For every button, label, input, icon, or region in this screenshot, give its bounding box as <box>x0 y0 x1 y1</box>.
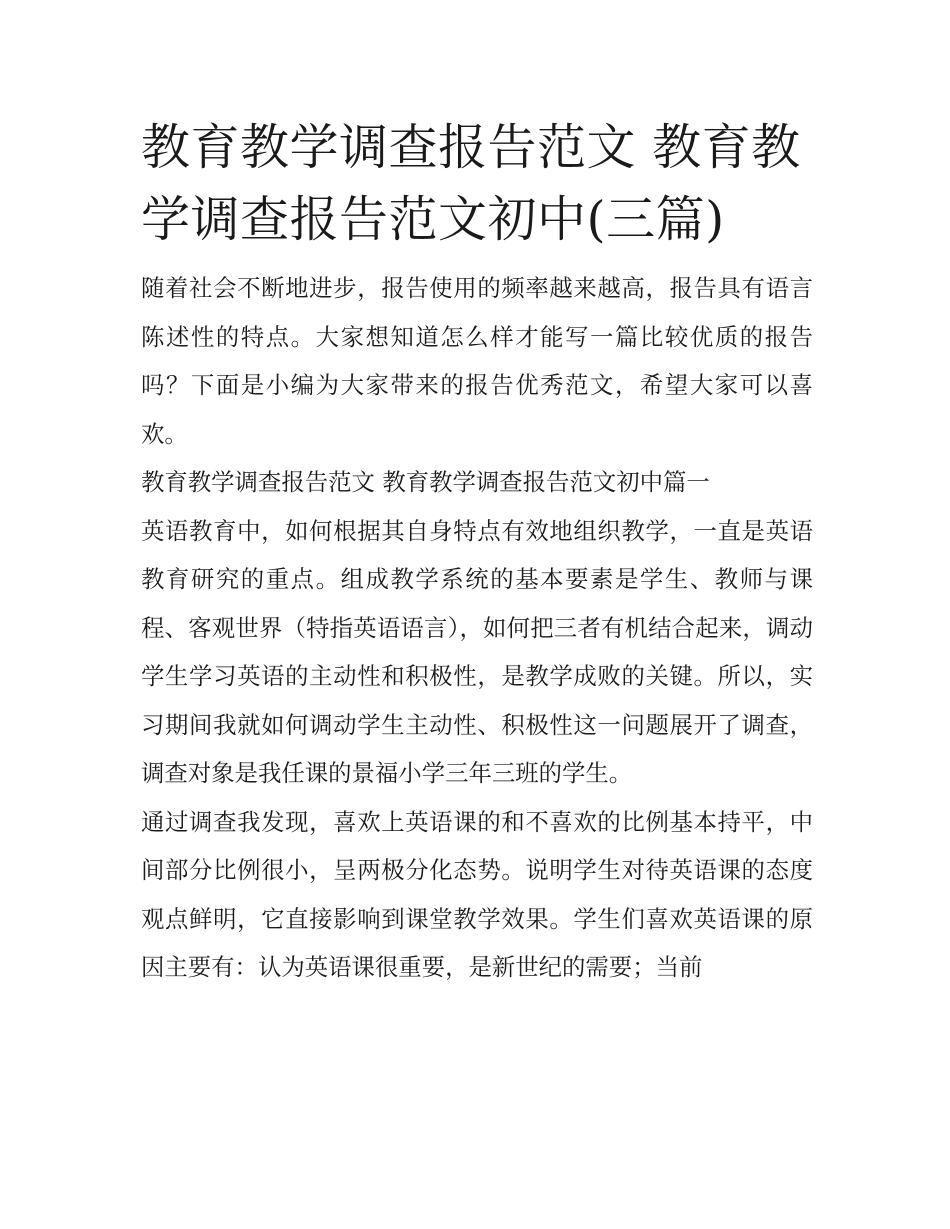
document-title: 教育教学调查报告范文 教育教学调查报告范文初中(三篇) <box>141 119 801 248</box>
intro-paragraph: 随着社会不断地进步，报告使用的频率越来越高，报告具有语言陈述性的特点。大家想知道怎么样才能写一篇比较优质的报告吗？下面是小编为大家带来的报告优秀范文，希望大家可以喜欢。 <box>141 274 813 448</box>
body-paragraph: 通过调查我发现，喜欢上英语课的和不喜欢的比例基本持平，中间部分比例很小，呈两极分化态势。说明学生对待英语课的态度观点鲜明，它直接影响到课堂教学效果。学生们喜欢英语课的原因主要有：认为英语课很重要，是新世纪的需要；当前 <box>141 807 813 981</box>
body-paragraph: 英语教育中，如何根据其自身特点有效地组织教学，一直是英语教育研究的重点。组成教学系统的基本要素是学生、教师与课程、客观世界（特指英语语言），如何把三者有机结合起来，调动学生学习英语的主动性和积极性，是教学成败的关键。所以，实习期间我就如何调动学生主动性、积极性这一问题展开了调查，调查对象是我任课的景福小学三年三班的学生。 <box>141 516 813 787</box>
document-body <box>141 112 813 992</box>
section-heading: 教育教学调查报告范文 教育教学调查报告范文初中篇一 <box>141 468 710 496</box>
